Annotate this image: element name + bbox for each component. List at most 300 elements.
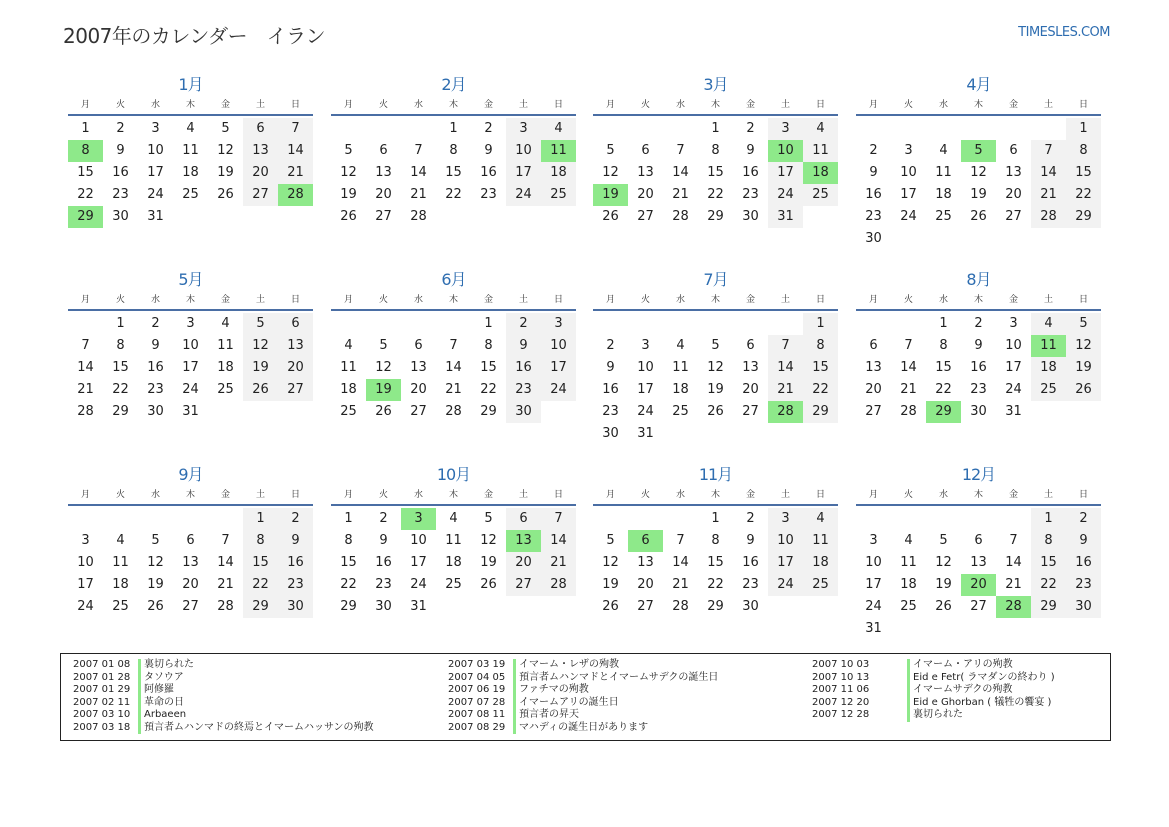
holiday-day-cell[interactable]: 8: [68, 140, 103, 162]
day-cell[interactable]: 11: [803, 140, 838, 162]
day-cell[interactable]: 24: [410, 577, 427, 592]
day-cell[interactable]: 25: [1031, 379, 1066, 401]
day-cell[interactable]: 5: [484, 511, 493, 526]
day-cell[interactable]: 28: [541, 574, 576, 596]
day-cell[interactable]: 18: [541, 162, 576, 184]
day-cell[interactable]: 18: [340, 382, 357, 397]
day-cell[interactable]: 30: [742, 209, 759, 224]
day-cell[interactable]: 3: [151, 121, 160, 136]
day-cell[interactable]: 9: [151, 338, 160, 353]
day-cell[interactable]: 22: [77, 187, 94, 202]
day-cell[interactable]: 4: [803, 508, 838, 530]
day-cell[interactable]: 17: [637, 382, 654, 397]
day-cell[interactable]: 23: [1066, 574, 1101, 596]
day-cell[interactable]: 8: [449, 143, 458, 158]
day-cell[interactable]: 29: [1066, 206, 1101, 228]
day-cell[interactable]: 2: [746, 121, 755, 136]
day-cell[interactable]: 17: [77, 577, 94, 592]
day-cell[interactable]: 2: [379, 511, 388, 526]
day-cell[interactable]: 2: [484, 121, 493, 136]
day-cell[interactable]: 26: [243, 379, 278, 401]
day-cell[interactable]: 8: [116, 338, 125, 353]
day-cell[interactable]: 6: [243, 118, 278, 140]
day-cell[interactable]: 19: [707, 382, 724, 397]
day-cell[interactable]: 18: [1031, 357, 1066, 379]
day-cell[interactable]: 11: [900, 555, 917, 570]
day-cell[interactable]: 19: [480, 555, 497, 570]
day-cell[interactable]: 31: [865, 621, 882, 636]
day-cell[interactable]: 11: [935, 165, 952, 180]
day-cell[interactable]: 21: [217, 577, 234, 592]
day-cell[interactable]: 1: [711, 121, 720, 136]
day-cell[interactable]: 3: [186, 316, 195, 331]
day-cell[interactable]: 18: [935, 187, 952, 202]
day-cell[interactable]: 30: [112, 209, 129, 224]
day-cell[interactable]: 10: [506, 140, 541, 162]
day-cell[interactable]: 10: [541, 335, 576, 357]
day-cell[interactable]: 27: [375, 209, 392, 224]
day-cell[interactable]: 2: [974, 316, 983, 331]
day-cell[interactable]: 7: [768, 335, 803, 357]
day-cell[interactable]: 15: [1031, 552, 1066, 574]
day-cell[interactable]: 25: [217, 382, 234, 397]
day-cell[interactable]: 2: [746, 511, 755, 526]
day-cell[interactable]: 26: [602, 209, 619, 224]
day-cell[interactable]: 25: [672, 404, 689, 419]
day-cell[interactable]: 17: [900, 187, 917, 202]
day-cell[interactable]: 19: [602, 577, 619, 592]
day-cell[interactable]: 14: [1031, 162, 1066, 184]
day-cell[interactable]: 8: [484, 338, 493, 353]
day-cell[interactable]: 27: [410, 404, 427, 419]
day-cell[interactable]: 1: [1031, 508, 1066, 530]
day-cell[interactable]: 16: [506, 357, 541, 379]
day-cell[interactable]: 16: [865, 187, 882, 202]
day-cell[interactable]: 20: [410, 382, 427, 397]
day-cell[interactable]: 17: [768, 552, 803, 574]
day-cell[interactable]: 9: [974, 338, 983, 353]
day-cell[interactable]: 16: [1066, 552, 1101, 574]
day-cell[interactable]: 23: [742, 187, 759, 202]
day-cell[interactable]: 8: [1031, 530, 1066, 552]
day-cell[interactable]: 23: [742, 577, 759, 592]
day-cell[interactable]: 4: [904, 533, 913, 548]
day-cell[interactable]: 26: [602, 599, 619, 614]
day-cell[interactable]: 15: [935, 360, 952, 375]
day-cell[interactable]: 19: [970, 187, 987, 202]
day-cell[interactable]: 22: [707, 577, 724, 592]
day-cell[interactable]: 24: [768, 184, 803, 206]
day-cell[interactable]: 21: [768, 379, 803, 401]
day-cell[interactable]: 15: [803, 357, 838, 379]
day-cell[interactable]: 1: [711, 511, 720, 526]
day-cell[interactable]: 25: [445, 577, 462, 592]
day-cell[interactable]: 24: [1005, 382, 1022, 397]
day-cell[interactable]: 19: [147, 577, 164, 592]
day-cell[interactable]: 11: [445, 533, 462, 548]
day-cell[interactable]: 14: [900, 360, 917, 375]
day-cell[interactable]: 9: [1066, 530, 1101, 552]
day-cell[interactable]: 22: [480, 382, 497, 397]
day-cell[interactable]: 4: [541, 118, 576, 140]
day-cell[interactable]: 26: [707, 404, 724, 419]
day-cell[interactable]: 4: [676, 338, 685, 353]
day-cell[interactable]: 22: [112, 382, 129, 397]
day-cell[interactable]: 23: [147, 382, 164, 397]
day-cell[interactable]: 23: [865, 209, 882, 224]
day-cell[interactable]: 1: [449, 121, 458, 136]
holiday-day-cell[interactable]: 10: [768, 140, 803, 162]
day-cell[interactable]: 1: [484, 316, 493, 331]
day-cell[interactable]: 27: [278, 379, 313, 401]
day-cell[interactable]: 22: [707, 187, 724, 202]
day-cell[interactable]: 10: [410, 533, 427, 548]
day-cell[interactable]: 18: [182, 165, 199, 180]
day-cell[interactable]: 19: [340, 187, 357, 202]
day-cell[interactable]: 16: [278, 552, 313, 574]
day-cell[interactable]: 7: [221, 533, 230, 548]
day-cell[interactable]: 14: [672, 555, 689, 570]
day-cell[interactable]: 1: [939, 316, 948, 331]
day-cell[interactable]: 9: [606, 360, 615, 375]
day-cell[interactable]: 31: [637, 426, 654, 441]
day-cell[interactable]: 6: [641, 143, 650, 158]
day-cell[interactable]: 24: [637, 404, 654, 419]
day-cell[interactable]: 20: [375, 187, 392, 202]
day-cell[interactable]: 30: [375, 599, 392, 614]
day-cell[interactable]: 3: [768, 508, 803, 530]
day-cell[interactable]: 14: [672, 165, 689, 180]
day-cell[interactable]: 3: [541, 313, 576, 335]
day-cell[interactable]: 28: [410, 209, 427, 224]
day-cell[interactable]: 17: [541, 357, 576, 379]
day-cell[interactable]: 26: [375, 404, 392, 419]
day-cell[interactable]: 16: [742, 555, 759, 570]
day-cell[interactable]: 10: [768, 530, 803, 552]
day-cell[interactable]: 4: [1031, 313, 1066, 335]
day-cell[interactable]: 12: [935, 555, 952, 570]
day-cell[interactable]: 5: [379, 338, 388, 353]
day-cell[interactable]: 17: [1005, 360, 1022, 375]
day-cell[interactable]: 6: [186, 533, 195, 548]
day-cell[interactable]: 22: [1066, 184, 1101, 206]
day-cell[interactable]: 29: [340, 599, 357, 614]
day-cell[interactable]: 5: [243, 313, 278, 335]
day-cell[interactable]: 20: [182, 577, 199, 592]
day-cell[interactable]: 16: [147, 360, 164, 375]
day-cell[interactable]: 7: [1009, 533, 1018, 548]
holiday-day-cell[interactable]: 11: [541, 140, 576, 162]
day-cell[interactable]: 29: [480, 404, 497, 419]
holiday-day-cell[interactable]: 18: [803, 162, 838, 184]
day-cell[interactable]: 5: [606, 143, 615, 158]
day-cell[interactable]: 8: [243, 530, 278, 552]
day-cell[interactable]: 6: [869, 338, 878, 353]
day-cell[interactable]: 24: [541, 379, 576, 401]
day-cell[interactable]: 9: [484, 143, 493, 158]
day-cell[interactable]: 29: [707, 209, 724, 224]
day-cell[interactable]: 16: [112, 165, 129, 180]
day-cell[interactable]: 20: [243, 162, 278, 184]
day-cell[interactable]: 19: [217, 165, 234, 180]
day-cell[interactable]: 13: [375, 165, 392, 180]
holiday-day-cell[interactable]: 11: [1031, 335, 1066, 357]
day-cell[interactable]: 1: [803, 313, 838, 335]
day-cell[interactable]: 13: [970, 555, 987, 570]
day-cell[interactable]: 8: [711, 533, 720, 548]
day-cell[interactable]: 30: [865, 231, 882, 246]
day-cell[interactable]: 2: [116, 121, 125, 136]
day-cell[interactable]: 12: [243, 335, 278, 357]
day-cell[interactable]: 12: [1066, 335, 1101, 357]
day-cell[interactable]: 15: [340, 555, 357, 570]
day-cell[interactable]: 6: [746, 338, 755, 353]
day-cell[interactable]: 7: [81, 338, 90, 353]
day-cell[interactable]: 3: [506, 118, 541, 140]
day-cell[interactable]: 3: [869, 533, 878, 548]
day-cell[interactable]: 3: [81, 533, 90, 548]
day-cell[interactable]: 30: [602, 426, 619, 441]
day-cell[interactable]: 18: [445, 555, 462, 570]
day-cell[interactable]: 30: [278, 596, 313, 618]
day-cell[interactable]: 25: [900, 599, 917, 614]
day-cell[interactable]: 4: [939, 143, 948, 158]
day-cell[interactable]: 8: [803, 335, 838, 357]
day-cell[interactable]: 9: [869, 165, 878, 180]
day-cell[interactable]: 24: [182, 382, 199, 397]
day-cell[interactable]: 1: [81, 121, 90, 136]
day-cell[interactable]: 10: [900, 165, 917, 180]
day-cell[interactable]: 23: [506, 379, 541, 401]
day-cell[interactable]: 13: [278, 335, 313, 357]
day-cell[interactable]: 23: [112, 187, 129, 202]
day-cell[interactable]: 22: [243, 574, 278, 596]
day-cell[interactable]: 6: [379, 143, 388, 158]
day-cell[interactable]: 28: [217, 599, 234, 614]
day-cell[interactable]: 29: [1031, 596, 1066, 618]
day-cell[interactable]: 20: [637, 187, 654, 202]
day-cell[interactable]: 26: [1066, 379, 1101, 401]
holiday-day-cell[interactable]: 19: [593, 184, 628, 206]
day-cell[interactable]: 14: [278, 140, 313, 162]
day-cell[interactable]: 4: [221, 316, 230, 331]
day-cell[interactable]: 21: [278, 162, 313, 184]
day-cell[interactable]: 3: [641, 338, 650, 353]
day-cell[interactable]: 23: [602, 404, 619, 419]
day-cell[interactable]: 20: [742, 382, 759, 397]
day-cell[interactable]: 28: [77, 404, 94, 419]
day-cell[interactable]: 27: [970, 599, 987, 614]
day-cell[interactable]: 16: [742, 165, 759, 180]
day-cell[interactable]: 27: [182, 599, 199, 614]
day-cell[interactable]: 5: [939, 533, 948, 548]
day-cell[interactable]: 25: [803, 574, 838, 596]
day-cell[interactable]: 5: [344, 143, 353, 158]
day-cell[interactable]: 30: [1066, 596, 1101, 618]
day-cell[interactable]: 26: [935, 599, 952, 614]
day-cell[interactable]: 8: [711, 143, 720, 158]
day-cell[interactable]: 12: [707, 360, 724, 375]
holiday-day-cell[interactable]: 6: [628, 530, 663, 552]
day-cell[interactable]: 11: [112, 555, 129, 570]
day-cell[interactable]: 16: [970, 360, 987, 375]
day-cell[interactable]: 29: [707, 599, 724, 614]
day-cell[interactable]: 26: [970, 209, 987, 224]
day-cell[interactable]: 13: [1005, 165, 1022, 180]
day-cell[interactable]: 22: [935, 382, 952, 397]
day-cell[interactable]: 13: [742, 360, 759, 375]
day-cell[interactable]: 18: [672, 382, 689, 397]
day-cell[interactable]: 14: [768, 357, 803, 379]
day-cell[interactable]: 12: [217, 143, 234, 158]
day-cell[interactable]: 25: [803, 184, 838, 206]
day-cell[interactable]: 18: [112, 577, 129, 592]
day-cell[interactable]: 8: [939, 338, 948, 353]
day-cell[interactable]: 18: [217, 360, 234, 375]
day-cell[interactable]: 24: [147, 187, 164, 202]
day-cell[interactable]: 22: [1031, 574, 1066, 596]
day-cell[interactable]: 20: [637, 577, 654, 592]
day-cell[interactable]: 24: [865, 599, 882, 614]
day-cell[interactable]: 16: [602, 382, 619, 397]
day-cell[interactable]: 12: [340, 165, 357, 180]
day-cell[interactable]: 6: [974, 533, 983, 548]
day-cell[interactable]: 9: [379, 533, 388, 548]
day-cell[interactable]: 4: [344, 338, 353, 353]
day-cell[interactable]: 17: [768, 162, 803, 184]
day-cell[interactable]: 11: [217, 338, 234, 353]
day-cell[interactable]: 10: [637, 360, 654, 375]
day-cell[interactable]: 28: [900, 404, 917, 419]
day-cell[interactable]: 13: [865, 360, 882, 375]
day-cell[interactable]: 21: [541, 552, 576, 574]
day-cell[interactable]: 15: [243, 552, 278, 574]
day-cell[interactable]: 16: [375, 555, 392, 570]
day-cell[interactable]: 28: [672, 209, 689, 224]
day-cell[interactable]: 26: [340, 209, 357, 224]
day-cell[interactable]: 23: [970, 382, 987, 397]
day-cell[interactable]: 15: [445, 165, 462, 180]
holiday-day-cell[interactable]: 28: [278, 184, 313, 206]
day-cell[interactable]: 13: [637, 165, 654, 180]
day-cell[interactable]: 13: [243, 140, 278, 162]
day-cell[interactable]: 6: [506, 508, 541, 530]
day-cell[interactable]: 14: [445, 360, 462, 375]
day-cell[interactable]: 2: [606, 338, 615, 353]
day-cell[interactable]: 17: [182, 360, 199, 375]
day-cell[interactable]: 21: [77, 382, 94, 397]
day-cell[interactable]: 28: [1031, 206, 1066, 228]
day-cell[interactable]: 5: [606, 533, 615, 548]
day-cell[interactable]: 29: [112, 404, 129, 419]
day-cell[interactable]: 28: [672, 599, 689, 614]
day-cell[interactable]: 6: [278, 313, 313, 335]
day-cell[interactable]: 3: [904, 143, 913, 158]
day-cell[interactable]: 19: [1066, 357, 1101, 379]
day-cell[interactable]: 1: [116, 316, 125, 331]
holiday-day-cell[interactable]: 19: [366, 379, 401, 401]
holiday-day-cell[interactable]: 13: [506, 530, 541, 552]
day-cell[interactable]: 22: [445, 187, 462, 202]
day-cell[interactable]: 25: [340, 404, 357, 419]
day-cell[interactable]: 15: [1066, 162, 1101, 184]
day-cell[interactable]: 31: [147, 209, 164, 224]
holiday-day-cell[interactable]: 29: [68, 206, 103, 228]
day-cell[interactable]: 7: [676, 533, 685, 548]
day-cell[interactable]: 16: [480, 165, 497, 180]
day-cell[interactable]: 9: [746, 533, 755, 548]
day-cell[interactable]: 31: [768, 206, 803, 228]
day-cell[interactable]: 29: [803, 401, 838, 423]
day-cell[interactable]: 11: [182, 143, 199, 158]
day-cell[interactable]: 24: [506, 184, 541, 206]
day-cell[interactable]: 31: [1005, 404, 1022, 419]
day-cell[interactable]: 21: [1005, 577, 1022, 592]
day-cell[interactable]: 8: [344, 533, 353, 548]
day-cell[interactable]: 19: [243, 357, 278, 379]
day-cell[interactable]: 11: [672, 360, 689, 375]
day-cell[interactable]: 14: [77, 360, 94, 375]
day-cell[interactable]: 17: [147, 165, 164, 180]
day-cell[interactable]: 15: [112, 360, 129, 375]
day-cell[interactable]: 20: [1005, 187, 1022, 202]
day-cell[interactable]: 4: [803, 118, 838, 140]
day-cell[interactable]: 6: [414, 338, 423, 353]
day-cell[interactable]: 4: [116, 533, 125, 548]
day-cell[interactable]: 11: [340, 360, 357, 375]
day-cell[interactable]: 4: [186, 121, 195, 136]
day-cell[interactable]: 2: [278, 508, 313, 530]
day-cell[interactable]: 25: [935, 209, 952, 224]
day-cell[interactable]: 31: [410, 599, 427, 614]
day-cell[interactable]: 20: [278, 357, 313, 379]
day-cell[interactable]: 27: [637, 209, 654, 224]
day-cell[interactable]: 5: [711, 338, 720, 353]
day-cell[interactable]: 12: [602, 165, 619, 180]
day-cell[interactable]: 27: [243, 184, 278, 206]
day-cell[interactable]: 9: [746, 143, 755, 158]
day-cell[interactable]: 8: [1066, 140, 1101, 162]
day-cell[interactable]: 29: [243, 596, 278, 618]
day-cell[interactable]: 22: [803, 379, 838, 401]
day-cell[interactable]: 5: [221, 121, 230, 136]
day-cell[interactable]: 15: [707, 555, 724, 570]
day-cell[interactable]: 7: [904, 338, 913, 353]
day-cell[interactable]: 13: [182, 555, 199, 570]
day-cell[interactable]: 17: [506, 162, 541, 184]
day-cell[interactable]: 24: [77, 599, 94, 614]
day-cell[interactable]: 10: [1005, 338, 1022, 353]
day-cell[interactable]: 7: [676, 143, 685, 158]
day-cell[interactable]: 26: [147, 599, 164, 614]
day-cell[interactable]: 27: [1005, 209, 1022, 224]
day-cell[interactable]: 23: [375, 577, 392, 592]
day-cell[interactable]: 9: [278, 530, 313, 552]
day-cell[interactable]: 14: [541, 530, 576, 552]
day-cell[interactable]: 7: [278, 118, 313, 140]
day-cell[interactable]: 7: [1031, 140, 1066, 162]
day-cell[interactable]: 26: [217, 187, 234, 202]
day-cell[interactable]: 11: [803, 530, 838, 552]
day-cell[interactable]: 4: [449, 511, 458, 526]
day-cell[interactable]: 1: [243, 508, 278, 530]
day-cell[interactable]: 18: [900, 577, 917, 592]
site-link[interactable]: TIMESLES.COM: [1018, 25, 1110, 40]
day-cell[interactable]: 25: [112, 599, 129, 614]
holiday-day-cell[interactable]: 28: [768, 401, 803, 423]
day-cell[interactable]: 21: [672, 577, 689, 592]
day-cell[interactable]: 13: [637, 555, 654, 570]
